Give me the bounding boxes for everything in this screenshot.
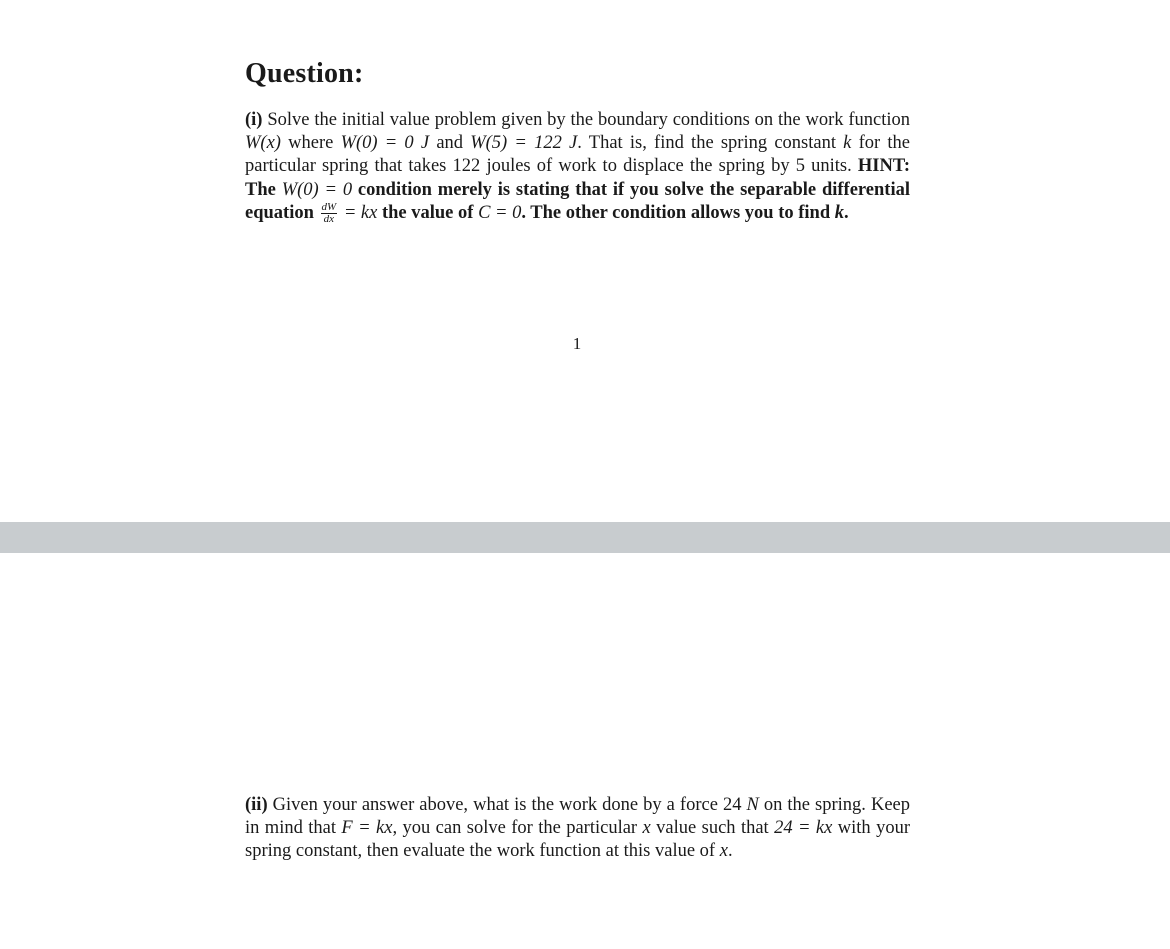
- hint-text: HINT: The: [245, 156, 910, 200]
- math-kx: = kx: [339, 202, 378, 223]
- question-part-ii: [245, 794, 910, 864]
- part-ii-text: Given your answer above, what is the work done by a force 24: [267, 795, 747, 815]
- part-i-label: (i): [245, 110, 263, 130]
- hint-text: the value of: [377, 202, 479, 223]
- math-condition-w5: W(5) = 122 J: [470, 133, 578, 154]
- hint-text: .: [844, 202, 849, 223]
- part-ii-text: .: [727, 841, 733, 862]
- math-x: x: [719, 841, 728, 862]
- math-condition-w0: W(0) = 0 J: [340, 133, 430, 154]
- part-i-text: and: [429, 133, 471, 154]
- part-i-text: Solve the initial value problem given by the boundary conditions on the work function: [262, 110, 910, 130]
- part-ii-text: with your spring constant, then evaluate the work function at this value of: [245, 818, 910, 862]
- math-fraction-dw-dx: [321, 202, 338, 225]
- fraction-numerator: dW: [321, 201, 337, 214]
- math-x: x: [642, 818, 651, 839]
- math-newton: N: [746, 795, 759, 815]
- page-number: 1: [572, 334, 582, 353]
- part-i-text: where: [280, 133, 341, 154]
- part-i-text: . That is, find the spring constant: [577, 133, 844, 154]
- math-hooke-law: F = kx: [341, 818, 393, 839]
- math-c-zero: C = 0: [478, 202, 522, 223]
- math-k-bold: k: [834, 202, 844, 223]
- question-heading: Question:: [245, 58, 364, 89]
- part-ii-text: value such that: [650, 818, 775, 839]
- hint-text: condition merely is stating that if you solve the separable differential equation: [245, 179, 910, 223]
- hint-text: . The other condition allows you to find: [521, 202, 835, 223]
- part-ii-text: , you can solve for the particular: [392, 818, 643, 839]
- math-k: k: [843, 133, 852, 154]
- part-ii-text: on the spring. Keep in mind that: [245, 795, 910, 839]
- fraction-denominator: dx: [323, 213, 335, 226]
- document-page-2: [0, 553, 1170, 949]
- math-hint-w0: W(0) = 0: [281, 179, 353, 200]
- question-part-i: [245, 109, 910, 225]
- part-i-text: for the particular spring that takes 122 joules of work to displace the spring by 5 units.: [245, 133, 910, 177]
- page-separator: [0, 522, 1170, 553]
- part-ii-label: (ii): [245, 795, 268, 815]
- math-work-function: W(x): [245, 133, 281, 154]
- math-24-kx: 24 = kx: [774, 818, 833, 839]
